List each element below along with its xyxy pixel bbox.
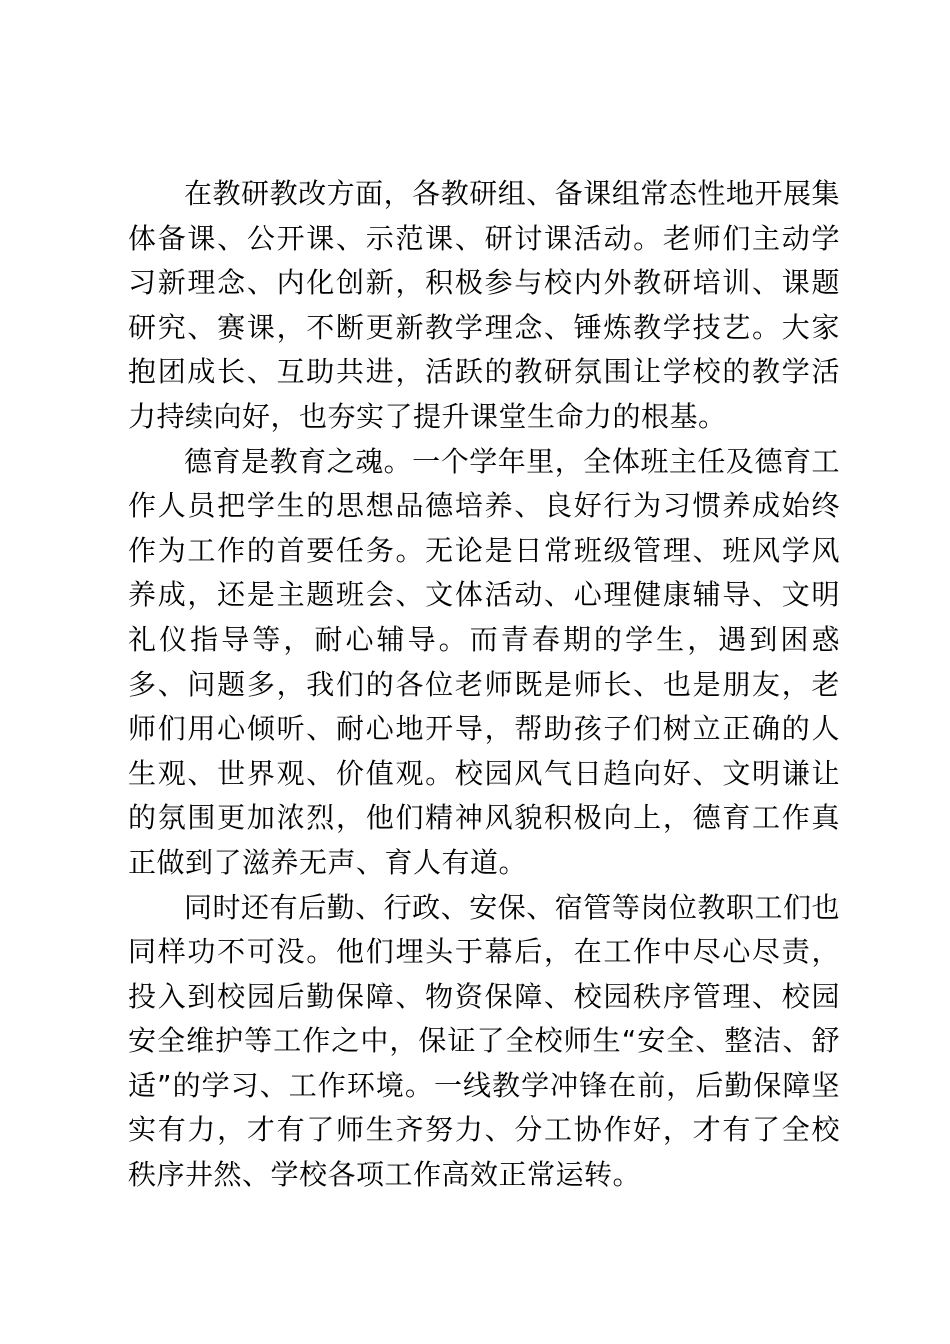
document-body [128, 172, 840, 1198]
paragraph-logistics-staff: 同时还有后勤、行政、安保、宿管等岗位教职工们也同样功不可没。他们埋头于幕后，在工作中尽心尽责，投入到校园后勤保障、物资保障、校园秩序管理、校园安全维护等工作之中，保证了全校师生“安全、整洁、舒适”的学习、工作环境。一线教学冲锋在前，后勤保障坚实有力，才有了师生齐努力、分工协作好，才有了全校秩序井然、学校各项工作高效正常运转。 [128, 890, 840, 1192]
paragraph-moral-education: 德育是教育之魂。一个学年里，全体班主任及德育工作人员把学生的思想品德培养、良好行为习惯养成始终作为工作的首要任务。无论是日常班级管理、班风学风养成，还是主题班会、文体活动、心理健康辅导、文明礼仪指导等，耐心辅导。而青春期的学生，遇到困惑多、问题多，我们的各位老师既是师长、也是朋友，老师们用心倾听、耐心地开导，帮助孩子们树立正确的人生观、世界观、价值观。校园风气日趋向好、文明谦让的氛围更加浓烈，他们精神风貌积极向上，德育工作真正做到了滋养无声、育人有道。 [128, 444, 840, 879]
paragraph-teaching-research: 在教研教改方面，各教研组、备课组常态性地开展集体备课、公开课、示范课、研讨课活动。老师们主动学习新理念、内化创新，积极参与校内外教研培训、课题研究、赛课，不断更新教学理念、锤炼教学技艺。大家抱团成长、互助共进，活跃的教研氛围让学校的教学活力持续向好，也夯实了提升课堂生命力的根基。 [128, 177, 840, 433]
